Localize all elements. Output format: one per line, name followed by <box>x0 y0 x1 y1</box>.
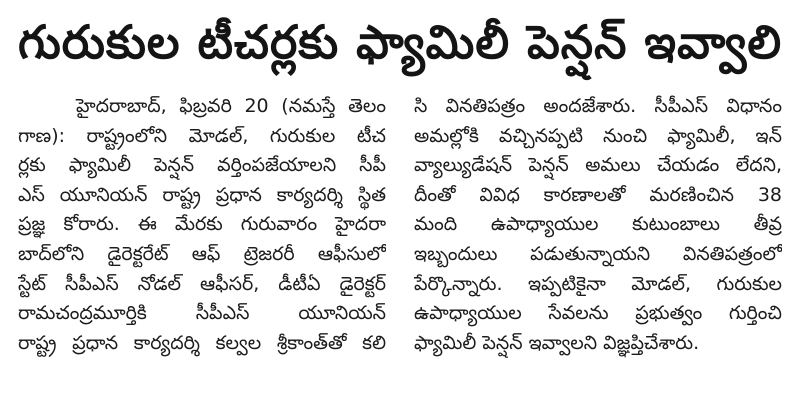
right-line-5: మంది ఉపాధ్యాయుల కుటుంబాలు తీవ్ర <box>414 213 782 236</box>
right-line-9: ఫ్యామిలీ పెన్షన్ ఇవ్వాలని విజ్ఞప్తిచేశారు. <box>414 331 700 354</box>
left-line-2: గాణ): రాష్ట్రంలోని మోడల్, గురుకుల టీచ <box>18 124 386 147</box>
article-body <box>18 92 782 358</box>
left-line-1: హైదరాబాద్, ఫిబ్రవరి 20 (నమస్తే తెలం <box>76 95 386 117</box>
right-line-8: ఉపాధ్యాయుల సేవలను ప్రభుత్వం గుర్తించి <box>414 302 782 325</box>
right-line-7: పేర్కొన్నారు. ఇప్పటికైనా మోడల్, గురుకుల <box>414 272 782 295</box>
left-line-7: స్టేట్ సీపీఎస్ నోడల్ ఆఫీసర్, డీటీఏ డైరెక్టర్ <box>18 272 386 295</box>
left-line-5: ప్రజ్ఞ కోరారు. ఈ మేరకు గురువారం హైదరా <box>18 213 386 236</box>
right-line-2: అమల్లోకి వచ్చినప్పటి నుంచి ఫ్యామిలీ, ఇన్ <box>414 124 782 147</box>
right-column <box>414 92 782 358</box>
left-line-6: బాద్‌లోని డైరెక్టరేట్ ఆఫ్ ట్రెజరరీ ఆఫీసులో <box>18 242 386 265</box>
right-line-3: వ్యాల్యుడేషన్ పెన్షన్ అమలు చేయడం లేదని, <box>414 154 782 177</box>
left-line-4: ఎస్ యూనియన్ రాష్ట్ర ప్రధాన కార్యదర్శి స్థిత <box>18 183 386 206</box>
left-line-9: రాష్ట్ర ప్రధాన కార్యదర్శి కల్వల శ్రీకాంత్‌తో కలి <box>18 331 386 354</box>
right-line-6: ఇబ్బందులు పడుతున్నాయని వినతిపత్రంలో <box>414 242 782 265</box>
left-line-8: రామచంద్రమూర్తికి సీపీఎస్ యూనియన్ <box>18 302 386 325</box>
right-line-4: దీంతో వివిధ కారణాలతో మరణించిన 38 <box>414 183 782 206</box>
left-line-3: ర్లకు ఫ్యామిలీ పెన్షన్ వర్తింపజేయాలని సీపీ <box>18 154 386 177</box>
right-line-1: సి వినతిపత్రం అందజేశారు. సీపీఎస్ విధానం <box>414 95 782 117</box>
headline: గురుకుల టీచర్లకు ఫ్యామిలీ పెన్షన్ ఇవ్వాలి <box>18 15 783 69</box>
left-column <box>18 92 386 358</box>
